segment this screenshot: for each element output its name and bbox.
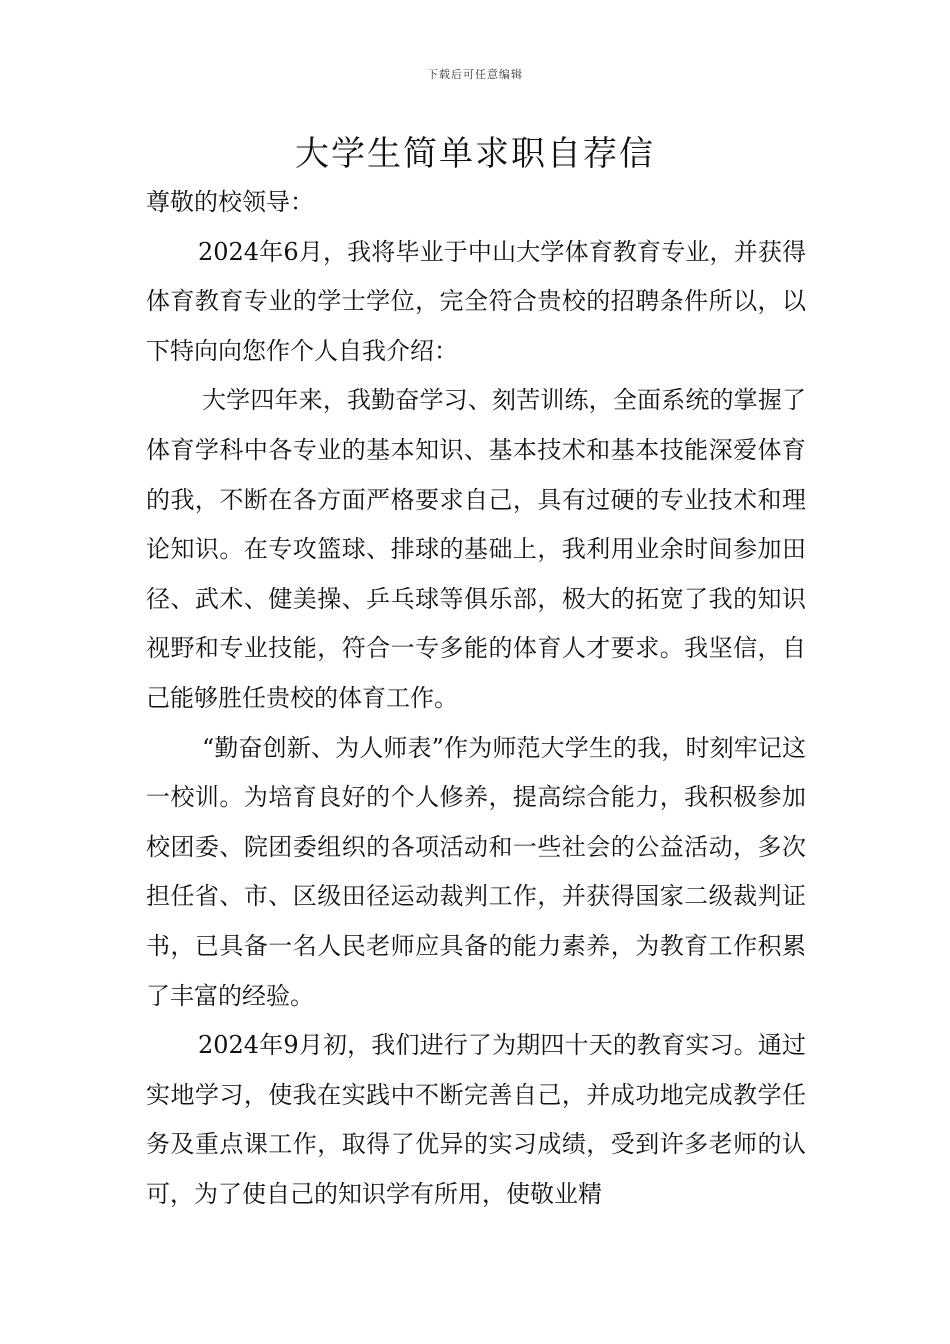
document-body — [146, 178, 806, 1219]
paragraph-internship: 2024年9月初，我们进行了为期四十天的教育实习。通过实地学习，使我在实践中不断完善自己，并成功地完成教学任务及重点课工作，取得了优异的实习成绩，受到许多老师的认可，为了使自己的知识学有所用，使敬业精 — [146, 1031, 806, 1208]
paragraph-university-study: 大学四年来，我勤奋学习、刻苦训练，全面系统的掌握了体育学科中各专业的基本知识、基本技术和基本技能深爱体育的我，不断在各方面严格要求自己，具有过硬的专业技术和理论知识。在专攻篮球、排球的基础上，我利用业余时间参加田径、武术、健美操、乒乓球等俱乐部，极大的拓宽了我的知识视野和专业技能，符合一专多能的体育人才要求。我坚信，自己能够胜任贵校的体育工作。 — [146, 386, 806, 712]
paragraph-school-motto: “勤奋创新、为人师表”作为师范大学生的我，时刻牢记这一校训。为培育良好的个人修养，提高综合能力，我积极参加校团委、院团委组织的各项活动和一些社会的公益活动，多次担任省、市、区级田径运动裁判工作，并获得国家二级裁判证书，已具备一名人民老师应具备的能力素养，为教育工作积累了丰富的经验。 — [146, 733, 806, 1010]
salutation: 尊敬的校领导： — [146, 188, 314, 216]
header-note: 下载后可任意编辑 — [427, 68, 523, 81]
paragraph-graduation: 2024年6月，我将毕业于中山大学体育教育专业，并获得体育教育专业的学士学位，完全符合贵校的招聘条件所以，以下特向向您作个人自我介绍： — [146, 237, 806, 365]
document-title: 大学生简单求职自荐信 — [295, 134, 655, 174]
